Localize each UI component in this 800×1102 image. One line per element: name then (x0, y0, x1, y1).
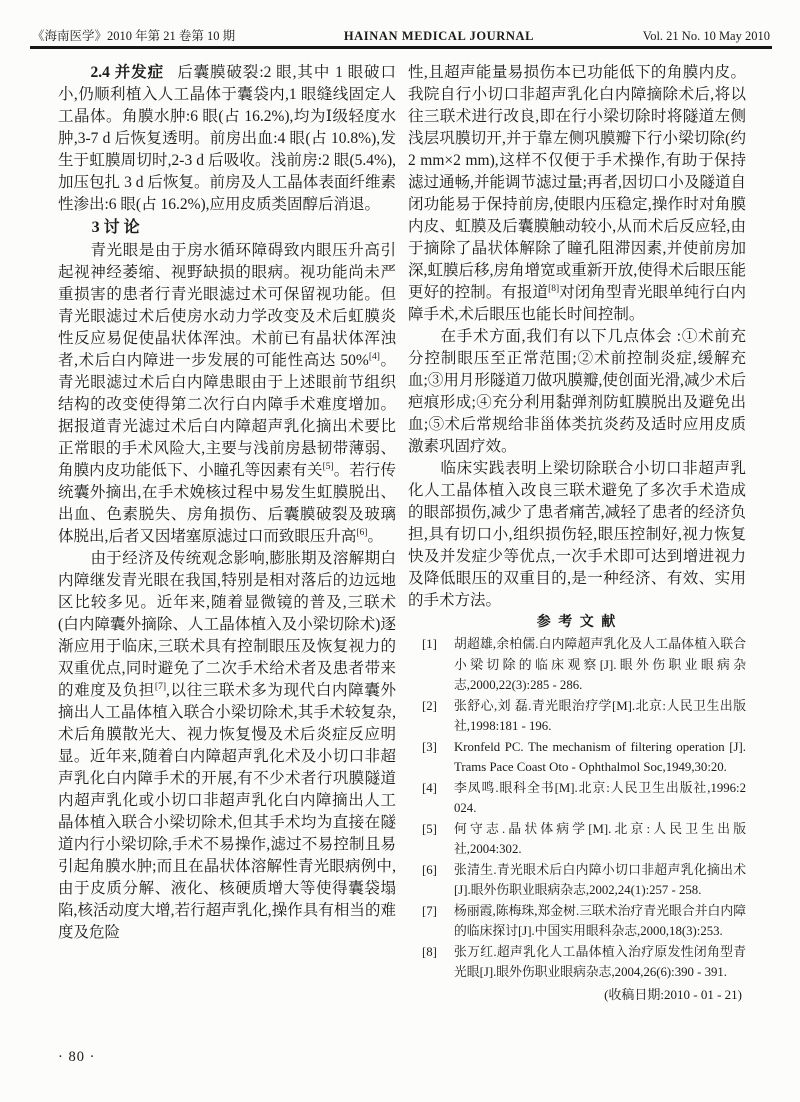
reference-item (408, 634, 746, 696)
citation-ref-5: [5] (322, 461, 334, 472)
citation-ref-4: [4] (368, 351, 380, 362)
reference-text: Kronfeld PC. The mechanism of filtering operation [J]. Trams Pace Coast Oto - Ophthalmol Soc,1949,30:20. (454, 739, 746, 774)
header-divider (30, 46, 772, 49)
reference-label: [4] (422, 780, 437, 795)
reference-item (408, 860, 746, 901)
reference-text: 胡超雄,余柏儒.白内障超声乳化及人工晶体植入联合小梁切除的临床观察[J].眼外伤职业眼病杂志,2000,22(3):285 - 286. (454, 637, 746, 692)
left-column (58, 62, 396, 1007)
page-number: · 80 · (58, 1049, 96, 1065)
reference-item (408, 942, 746, 983)
reference-label: [5] (422, 821, 437, 836)
complications-paragraph (58, 62, 396, 216)
text-segment: 由于经济及传统观念影响,膨胀期及溶解期白内障继发青光眼在我国,特别是相对落后的边远地区比较多见。近年来,随着显微镜的普及,三联术(白内障囊外摘除、人工晶体植入及小梁切除术)逐渐应用于临床,三联术具有控制眼压及恢复视力的双重优点,同时避免了二次手术给术者及患者带来的难度及负担 (58, 550, 396, 699)
reference-text: 张清生.青光眼术后白内障小切口非超声乳化摘出术[J].眼外伤职业眼病杂志,2002,24(1):257 - 258. (454, 862, 746, 897)
journal-name: HAINAN MEDICAL JOURNAL (343, 29, 535, 43)
citation-ref-8: [8] (548, 283, 560, 294)
reference-text: 李凤鸣.眼科全书[M].北京:人民卫生出版社,1996:2 024. (454, 780, 746, 815)
text-segment: ,以往三联术多为现代白内障囊外摘出人工晶体植入联合小梁切除术,其手术较复杂,术后角膜散光大、视力恢复慢及术后炎症反应明显。近年来,随着白内障超声乳化术及小切口非超声乳化白内障手术的开展,有不少术者行巩膜隧道内超声乳化或小切口非超声乳化白内障摘出人工晶体植入联合小梁切除术,但其手术均为直接在隧道内行小梁切除,手术不易操作,滤过不易控制且易引起角膜水肿;而且在晶状体溶解性青光眼病例中,由于皮质分解、液化、核硬质增大等使得囊袋塌陷,核活动度大增,若行超声乳化,操作具有相当的难度及危险 (58, 682, 396, 941)
reference-item (408, 696, 746, 737)
reference-item (408, 819, 746, 860)
reference-label: [8] (422, 944, 437, 959)
reference-label: [2] (422, 698, 437, 713)
discussion-paragraph-2-continuation (408, 62, 746, 326)
reference-text: 张万红.超声乳化人工晶体植入治疗原发性闭角型青光眼[J].眼外伤职业眼病杂志,2004,26(6):390 - 391. (454, 944, 746, 979)
discussion-paragraph-1 (58, 240, 396, 548)
reference-item (408, 778, 746, 819)
reference-text: 何守志.晶状体病学[M].北京:人民卫生出版社,2004:302. (454, 821, 746, 856)
journal-issue-info: 《海南医学》2010 年第 21 卷第 10 期 (32, 29, 236, 43)
citation-ref-7: [7] (154, 681, 166, 692)
reference-text: 杨丽霞,陈梅珠,郑金树.三联术治疗青光眼合并白内障的临床探讨[J].中国实用眼科杂志,2000,18(3):253. (454, 903, 746, 938)
volume-issue-date: Vol. 21 No. 10 May 2010 (642, 29, 770, 43)
text-segment: 对闭角型青光眼单纯行白内障手术,术后眼压也能长时间控制。 (408, 284, 746, 323)
section-2-4-heading: 2.4 并发症 (90, 64, 165, 81)
article-body (58, 62, 746, 1007)
page-header (32, 26, 770, 44)
discussion-paragraph-2 (58, 548, 396, 944)
text-segment: 性,且超声能量易损伤本已功能低下的角膜内皮。我院自行小切口非超声乳化白内障摘除术后,将以往三联术进行改良,即在行小梁切除时将隧道左侧浅层巩膜切开,并于靠左侧巩膜瓣下行小梁切除(约 2 mm×2 mm),这样不仅便于手术操作,有助于保持滤过通畅,并能调节滤过量;再者,因切口小及隧道自闭功能易于保持前房,使眼内压稳定,操作时对角膜内皮、虹膜及后囊膜触动较小,从而术后反应轻,由于摘除了晶状体解除了瞳孔阻滞因素,并使前房加深,虹膜后移,房角增宽或重新开放,使得术后眼压能更好的控制。有报道 (408, 64, 746, 301)
reference-label: [7] (422, 903, 437, 918)
conclusion-paragraph: 临床实践表明上梁切除联合小切口非超声乳化人工晶体植入改良三联术避免了多次手术造成的眼部损伤,减少了患者痛苦,减轻了患者的经济负担,具有切口小,组织损伤轻,眼压控制好,视力恢复快及并发症少等优点,一次手术即可达到增进视力及降低眼压的双重目的,是一种经济、有效、实用的手术方法。 (408, 460, 746, 609)
text-segment: 。 (367, 528, 383, 545)
received-date: (收稿日期:2010 - 01 - 21) (604, 986, 742, 1002)
text-segment: 青光眼是由于房水循环障碍致内眼压升高引起视神经萎缩、视野缺损的眼病。视功能尚未严重损害的患者行青光眼滤过术可保留视功能。但青光眼滤过术后使房水动力学改变及术后虹膜炎性反应易促使晶状体浑浊。术前已有晶状体浑浊者,术后白内障进一步发展的可能性高达 50% (58, 242, 396, 369)
discussion-heading: 3 讨 论 (91, 219, 140, 236)
reference-text: 张舒心,刘 磊.青光眼治疗学[M].北京:人民卫生出版社,1998:181 - 196. (454, 698, 746, 733)
section-2-4-text: 后囊膜破裂:2 眼,其中 1 眼破口小,仍顺利植入人工晶体于囊袋内,1 眼缝线固定人工晶体。角膜水肿:6 眼(占 16.2%),均为Ⅰ级轻度水肿,3-7 d 后恢复透明。前房出血:4 眼(占 10.8%),发生于虹膜周切时,2-3 d 后吸收。浅前房:2 眼(5.4%),加压包扎 3 d 后恢复。前房及人工晶体表面纤维素性渗出:6 眼(占 16.2%),应用皮质类固醇后消退。 (58, 64, 396, 213)
references-heading: 参 考 文 献 (536, 615, 618, 630)
reference-item (408, 737, 746, 778)
reference-label: [3] (422, 739, 437, 754)
right-column (408, 62, 746, 1007)
page-footer (58, 1049, 95, 1066)
surgical-points-paragraph: 在手术方面,我们有以下几点体会 :①术前充分控制眼压至正常范围;②术前控制炎症,缓解充血;③用月形隧道刀做巩膜瓣,使创面光滑,减少术后疤痕形成;④充分利用黏弹剂防虹膜脱出及避免出血;⑤术后常规给非甾体类抗炎药及适时应用皮质激素巩固疗效。 (408, 328, 746, 455)
citation-ref-6: [6] (356, 527, 368, 538)
text-segment: 。若行传统囊外摘出,在手术娩核过程中易发生虹膜脱出、出血、色素脱失、房角损伤、后囊膜破裂及玻璃体脱出,后者又因堵塞原滤过口而致眼压升高 (58, 462, 396, 545)
reference-label: [6] (422, 862, 437, 877)
reference-item (408, 901, 746, 942)
reference-label: [1] (422, 637, 437, 651)
text-segment: 。青光眼滤过术后白内障患眼由于上述眼前节组织结构的改变使得第二次行白内障手术难度增加。据报道青光滤过术后白内障超声乳化摘出术要比正常眼的手术风险大,主要与浅前房悬韧带薄弱、角膜内皮功能低下、小瞳孔等因素有关 (58, 352, 396, 479)
